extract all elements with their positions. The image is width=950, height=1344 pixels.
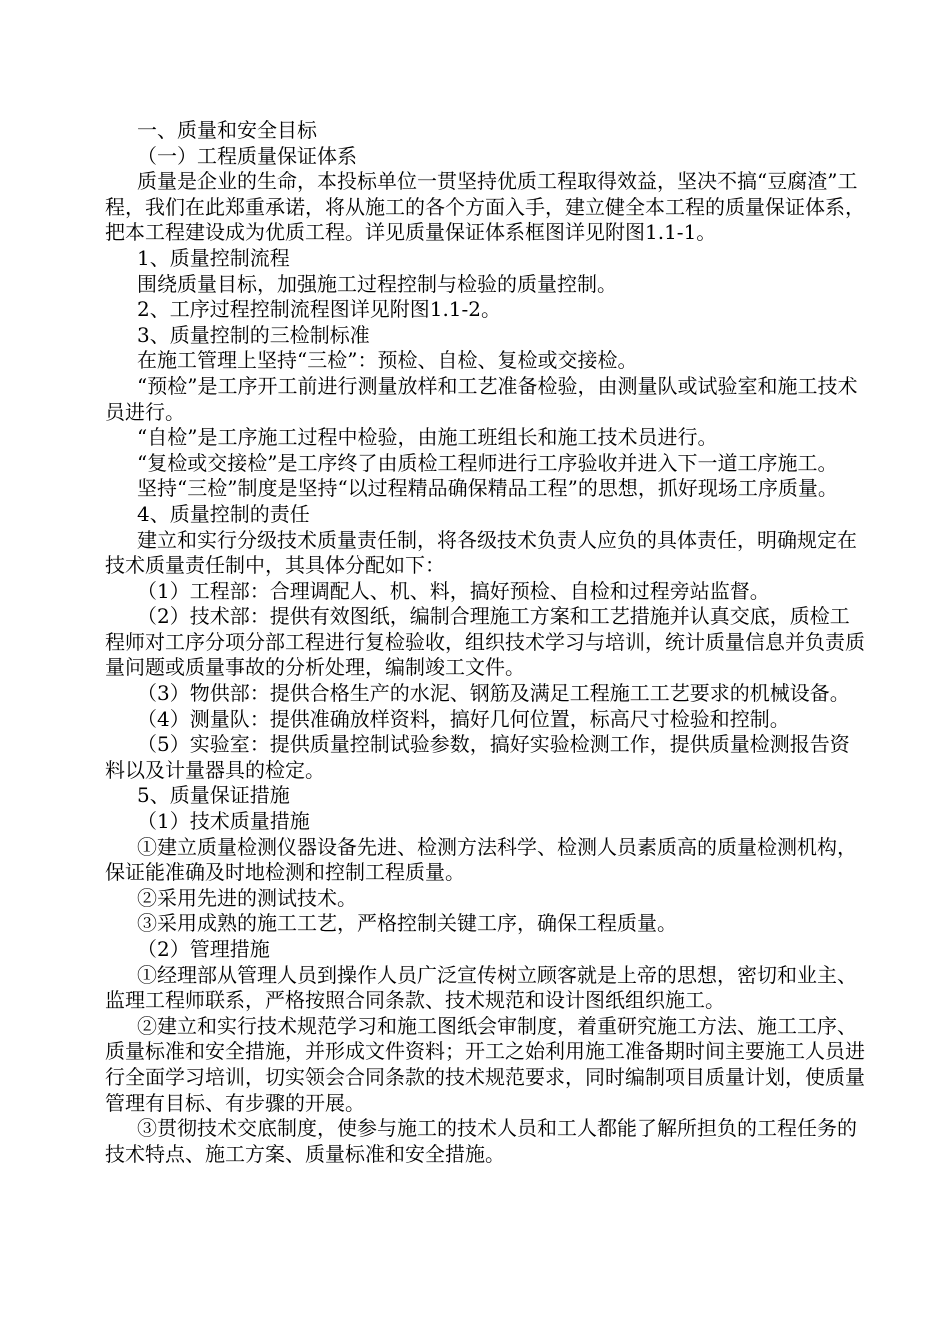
item-heading: 2、工序过程控制流程图详见附图1.1-2。 <box>137 297 502 322</box>
list-item: ①建立质量检测仪器设备先进、检测方法科学、检测人员素质高的质量检测机构，保证能准确及时地检测和控制工程质量。 <box>105 834 857 885</box>
subsection-heading: （一）工程质量保证体系 <box>137 143 357 168</box>
subitem-heading: （1）技术质量措施 <box>137 809 310 834</box>
list-item: ②采用先进的测试技术。 <box>137 885 357 910</box>
list-item: （3）物供部：提供合格生产的水泥、钢筋及满足工程施工工艺要求的机械设备。 <box>137 681 850 706</box>
paragraph: “自检”是工序施工过程中检验，由施工班组长和施工技术员进行。 <box>137 425 718 450</box>
list-item: （2）技术部：提供有效图纸，编制合理施工方案和工艺措施并认真交底，质检工程师对工序分项分部工程进行复检验收，组织技术学习与培训，统计质量信息并负责质量问题或质量事故的分析处理，编制竣工文件。 <box>105 604 865 680</box>
list-item: ③贯彻技术交底制度，使参与施工的技术人员和工人都能了解所担负的工程任务的技术特点、施工方案、质量标准和安全措施。 <box>105 1116 857 1166</box>
document-body <box>105 118 867 1167</box>
list-item: （5）实验室：提供质量控制试验参数，搞好实验检测工作，提供质量检测报告资料以及计量器具的检定。 <box>105 732 850 782</box>
section-heading: 一、质量和安全目标 <box>137 118 317 142</box>
paragraph: “复检或交接检”是工序终了由质检工程师进行工序验收并进入下一道工序施工。 <box>137 450 838 475</box>
list-item: （4）测量队：提供准确放样资料，搞好几何位置，标高尺寸检验和控制。 <box>137 706 790 731</box>
item-heading: 3、质量控制的三检制标准 <box>137 322 370 347</box>
paragraph: 在施工管理上坚持“三检”：预检、自检、复检或交接检。 <box>137 348 638 373</box>
paragraph: 质量是企业的生命，本投标单位一贯坚持优质工程取得效益，坚决不搞“豆腐渣”工程，我们在此郑重承诺，将从施工的各个方面入手，建立健全本工程的质量保证体系，把本工程建设成为优质工程。详见质量保证体系框图详见附图1.1-1。 <box>105 169 865 245</box>
paragraph: 坚持“三检”制度是坚持“以过程精品确保精品工程”的思想，抓好现场工序质量。 <box>137 476 838 501</box>
list-item: ①经理部从管理人员到操作人员广泛宣传树立顾客就是上帝的思想，密切和业主、监理工程师联系，严格按照合同条款、技术规范和设计图纸组织施工。 <box>105 962 857 1013</box>
item-heading: 5、质量保证措施 <box>137 783 290 808</box>
paragraph: “预检”是工序开工前进行测量放样和工艺准备检验，由测量队或试验室和施工技术员进行。 <box>105 373 858 424</box>
subitem-heading: （2）管理措施 <box>137 937 270 961</box>
list-item: ②建立和实行技术规范学习和施工图纸会审制度，着重研究施工方法、施工工序、质量标准和安全措施，并形成文件资料；开工之始利用施工准备期时间主要施工人员进行全面学习培训，切实领会合同条款的技术规范要求，同时编制项目质量计划，使质量管理有目标、有步骤的开展。 <box>105 1013 865 1115</box>
paragraph: 建立和实行分级技术质量责任制，将各级技术负责人应负的具体责任，明确规定在技术质量责任制中，其具体分配如下： <box>105 527 857 578</box>
item-heading: 1、质量控制流程 <box>137 245 290 270</box>
paragraph: 围绕质量目标，加强施工过程控制与检验的质量控制。 <box>137 271 617 296</box>
list-item: ③采用成熟的施工工艺，严格控制关键工序，确保工程质量。 <box>137 911 677 936</box>
list-item: （1）工程部：合理调配人、机、料，搞好预检、自检和过程旁站监督。 <box>137 578 770 603</box>
item-heading: 4、质量控制的责任 <box>137 501 310 526</box>
